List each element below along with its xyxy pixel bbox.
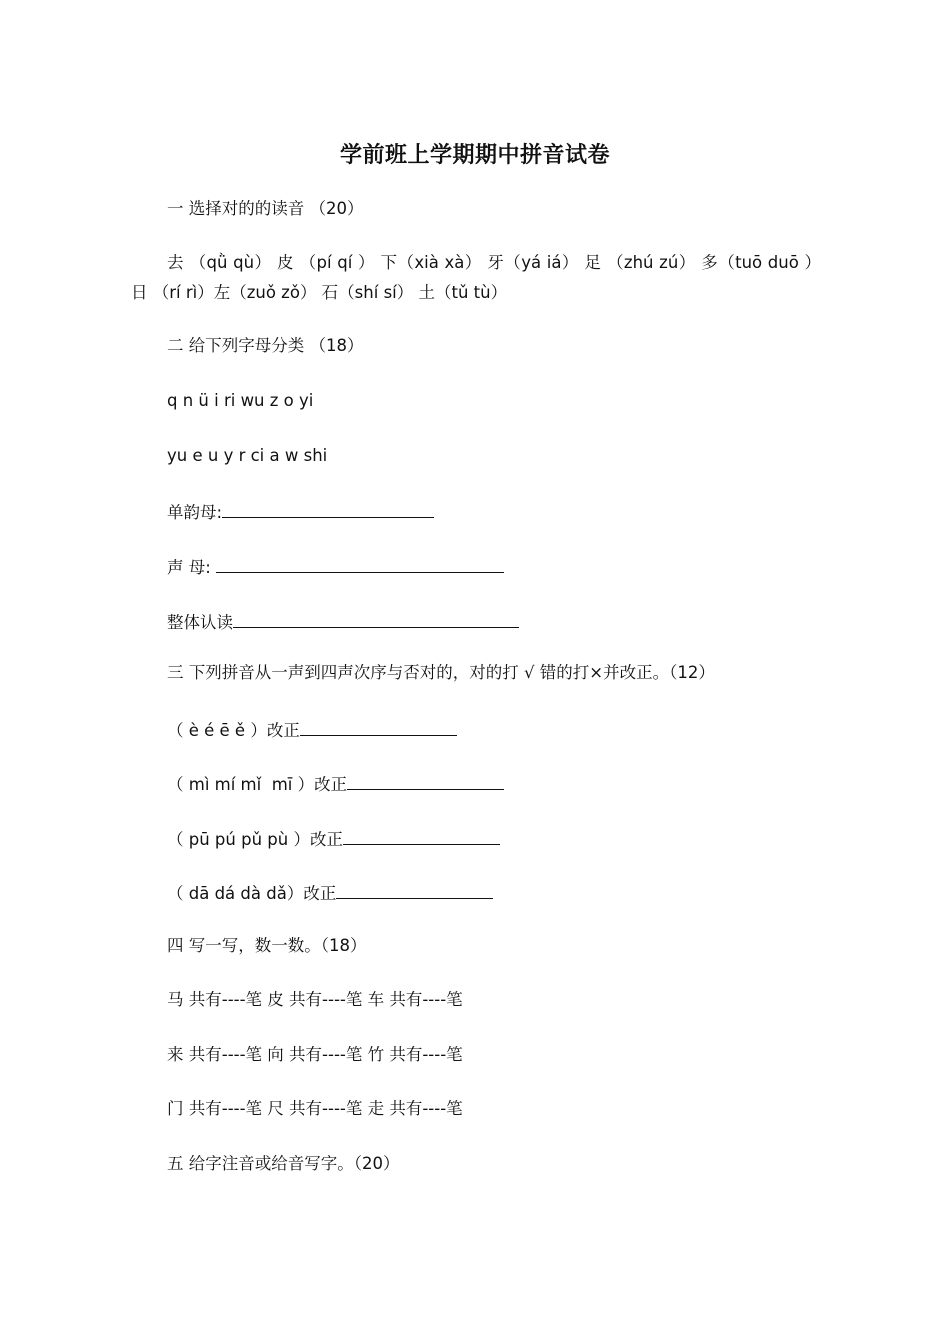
- tone-row-label: （ pū pú pǔ pù ）改正: [167, 830, 343, 849]
- initials-row: [167, 554, 504, 579]
- letters-line-1: q n ü i ri wu z o yi: [167, 391, 314, 410]
- whole-syllables-answer-blank[interactable]: [233, 609, 519, 628]
- tone-row-label: （ mì mí mǐ mī ）改正: [167, 775, 348, 794]
- single-finals-label: 单韵母:: [167, 503, 223, 522]
- letters-line-2: yu e u y r ci a w shi: [167, 446, 328, 465]
- section-1-items: 去 （qǜ qù） 皮 （pí qí ） 下（xià xà） 牙（yá iá） 足 （zhú zú） 多（tuō duō ） 日 （rí rì）左（zuǒ zǒ） 石（shí sí） 土（tǔ tù）: [131, 253, 821, 302]
- tone-row: [167, 771, 504, 796]
- section-3-heading: 三 下列拼音从一声到四声次序与否对的，对的打 √ 错的打×并改正。（12）: [167, 663, 715, 682]
- correction-blank[interactable]: [347, 771, 504, 790]
- tone-row-label: （ dā dá dà dǎ）改正: [167, 884, 337, 903]
- correction-blank[interactable]: [343, 826, 500, 845]
- tone-row: [167, 880, 493, 905]
- page-title: 学前班上学期期中拼音试卷: [339, 142, 610, 168]
- correction-blank[interactable]: [336, 880, 493, 899]
- initials-label: 声 母:: [167, 558, 217, 577]
- section-1-heading: 一 选择对的的读音 （20）: [167, 199, 364, 218]
- whole-syllables-label: 整体认读: [167, 613, 233, 632]
- initials-answer-blank[interactable]: [216, 554, 504, 573]
- tone-row: [167, 717, 457, 742]
- tone-row: [167, 826, 500, 851]
- section-5-heading: 五 给字注音或给音写字。（20）: [167, 1154, 400, 1173]
- stroke-count-row: 马 共有----笔 皮 共有----笔 车 共有----笔: [167, 990, 463, 1009]
- single-finals-answer-blank[interactable]: [222, 499, 434, 518]
- section-2-heading: 二 给下列字母分类 （18）: [167, 336, 364, 355]
- tone-row-label: （ è é ē ě ）改正: [167, 721, 300, 740]
- single-finals-row: [167, 499, 434, 524]
- stroke-count-row: 来 共有----笔 向 共有----笔 竹 共有----笔: [167, 1045, 463, 1064]
- whole-syllables-row: [167, 609, 519, 634]
- section-4-heading: 四 写一写，数一数。（18）: [167, 936, 367, 955]
- correction-blank[interactable]: [300, 717, 457, 736]
- stroke-count-row: 门 共有----笔 尺 共有----笔 走 共有----笔: [167, 1099, 463, 1118]
